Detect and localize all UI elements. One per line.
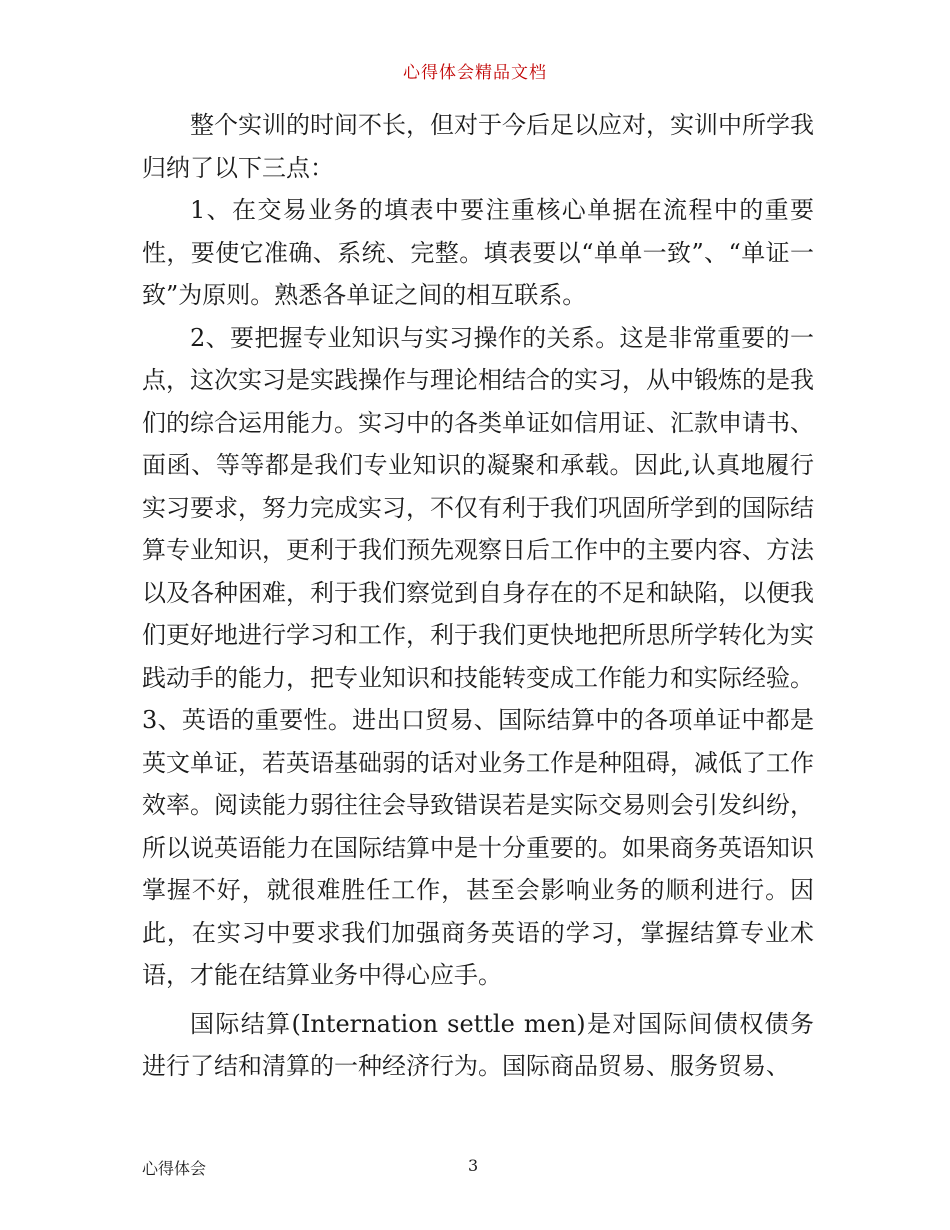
paragraph-intro: 整个实训的时间不长，但对于今后足以应对，实训中所学我归纳了以下三点： (142, 111, 814, 182)
page-number: 3 (468, 1156, 479, 1175)
paragraph-point-2-3: 2、要把握专业知识与实习操作的关系。这是非常重要的一点，这次实习是实践操作与理论相结合的实习，从中锻炼的是我们的综合运用能力。实习中的各类单证如信用证、汇款申请书、面函、等等都是我们专业知识的凝聚和承载。因此,认真地履行实习要求，努力完成实习，不仅有利于我们巩固所学到的国际结算专业知识，更利于我们预先观察日后工作中的主要内容、方法以及各种困难，利于我们察觉到自身存在的不足和缺陷，以便我们更好地进行学习和工作，利于我们更快地把所思所学转化为实践动手的能力，把专业知识和技能转变成工作能力和实际经验。3、英语的重要性。进出口贸易、国际结算中的各项单证中都是英文单证，若英语基础弱的话对业务工作是种阻碍，减低了工作效率。阅读能力弱往往会导致错误若是实际交易则会引发纠纷，所以说英语能力在国际结算中是十分重要的。如果商务英语知识掌握不好，就很难胜任工作，甚至会影响业务的顺利进行。因此，在实习中要求我们加强商务英语的学习，掌握结算专业术语，才能在结算业务中得心应手。 (142, 323, 814, 989)
document-body (142, 104, 814, 1088)
page-header-title: 心得体会精品文档 (403, 63, 547, 83)
footer-label: 心得体会 (142, 1159, 207, 1178)
paragraph-point-1: 1、在交易业务的填表中要注重核心单据在流程中的重要性，要使它准确、系统、完整。填表要以“单单一致”、“单证一致”为原则。熟悉各单证之间的相互联系。 (142, 196, 814, 309)
paragraph-international-settlement: 国际结算(Internation settle men)是对国际间债权债务进行了结和清算的一种经济行为。国际商品贸易、服务贸易、 (142, 1009, 814, 1080)
